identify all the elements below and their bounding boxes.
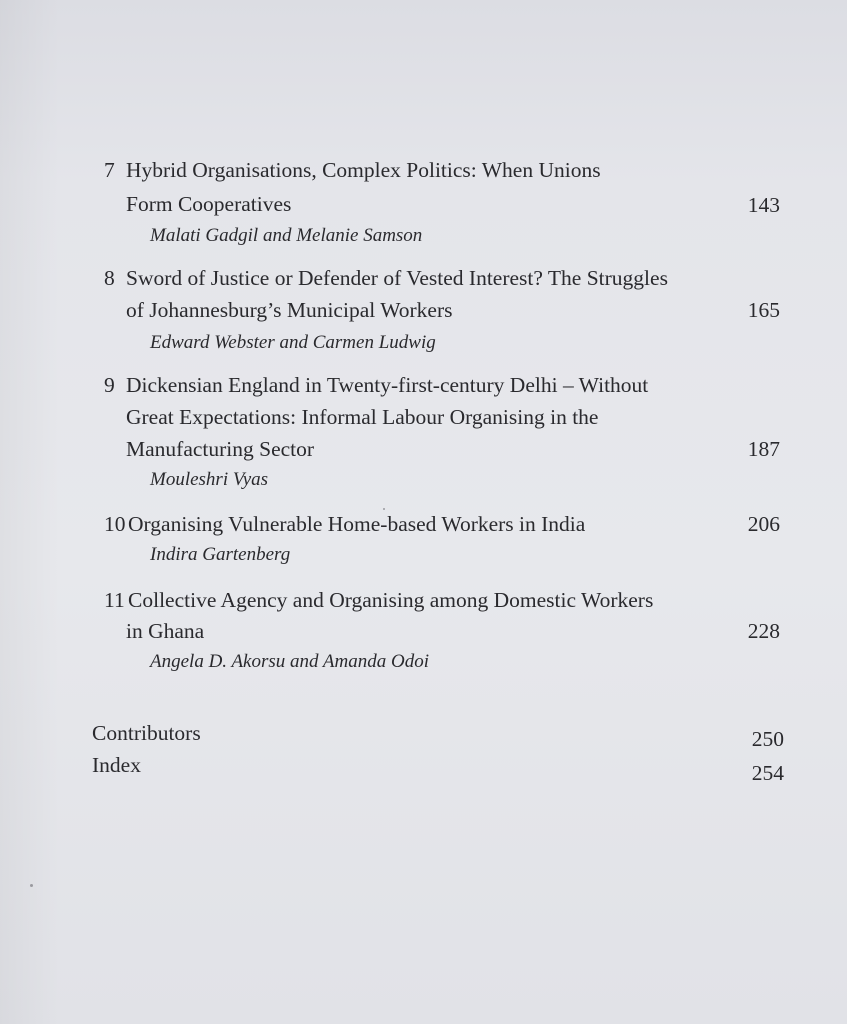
paper-speck [383, 508, 385, 510]
paper-speck [30, 884, 33, 887]
chapter-authors: Malati Gadgil and Melanie Samson [150, 225, 423, 246]
chapter-title-line: Dickensian England in Twenty-first-century Delhi – Without [126, 373, 649, 397]
chapter-title-line: Organising Vulnerable Home-based Workers in India [128, 512, 586, 536]
chapter-authors: Indira Gartenberg [150, 544, 291, 565]
page-number: 206 [747, 512, 780, 536]
chapter-title-line: of Johannesburg’s Municipal Workers [126, 298, 453, 322]
chapter-authors: Angela D. Akorsu and Amanda Odoi [150, 651, 430, 672]
chapter-title-line: in Ghana [126, 619, 205, 643]
chapter-number: 9 [104, 373, 115, 397]
chapter-title-line: Sword of Justice or Defender of Vested Interest? The Struggles [126, 266, 668, 290]
page-number: 165 [747, 298, 780, 322]
page-number: 250 [751, 727, 784, 751]
chapter-title-line: Manufacturing Sector [126, 437, 315, 461]
page-number: 228 [747, 619, 780, 643]
back-matter-label: Contributors [92, 721, 201, 745]
chapter-authors: Edward Webster and Carmen Ludwig [150, 332, 436, 353]
chapter-title-line: Hybrid Organisations, Complex Politics: When Unions [126, 158, 601, 182]
chapter-number: 8 [104, 266, 115, 290]
chapter-number: 7 [104, 158, 115, 182]
chapter-number: 10 [104, 512, 126, 536]
chapter-title-line: Great Expectations: Informal Labour Organising in the [126, 405, 599, 429]
chapter-number: 11 [104, 588, 125, 612]
page-number: 254 [751, 761, 784, 785]
page-number: 143 [747, 193, 780, 217]
page-shadow [0, 0, 60, 1024]
back-matter-label: Index [92, 753, 141, 777]
page-number: 187 [747, 437, 780, 461]
chapter-title-line: Form Cooperatives [126, 192, 292, 216]
chapter-title-line: Collective Agency and Organising among Domestic Workers [128, 588, 654, 612]
chapter-authors: Mouleshri Vyas [150, 469, 269, 490]
